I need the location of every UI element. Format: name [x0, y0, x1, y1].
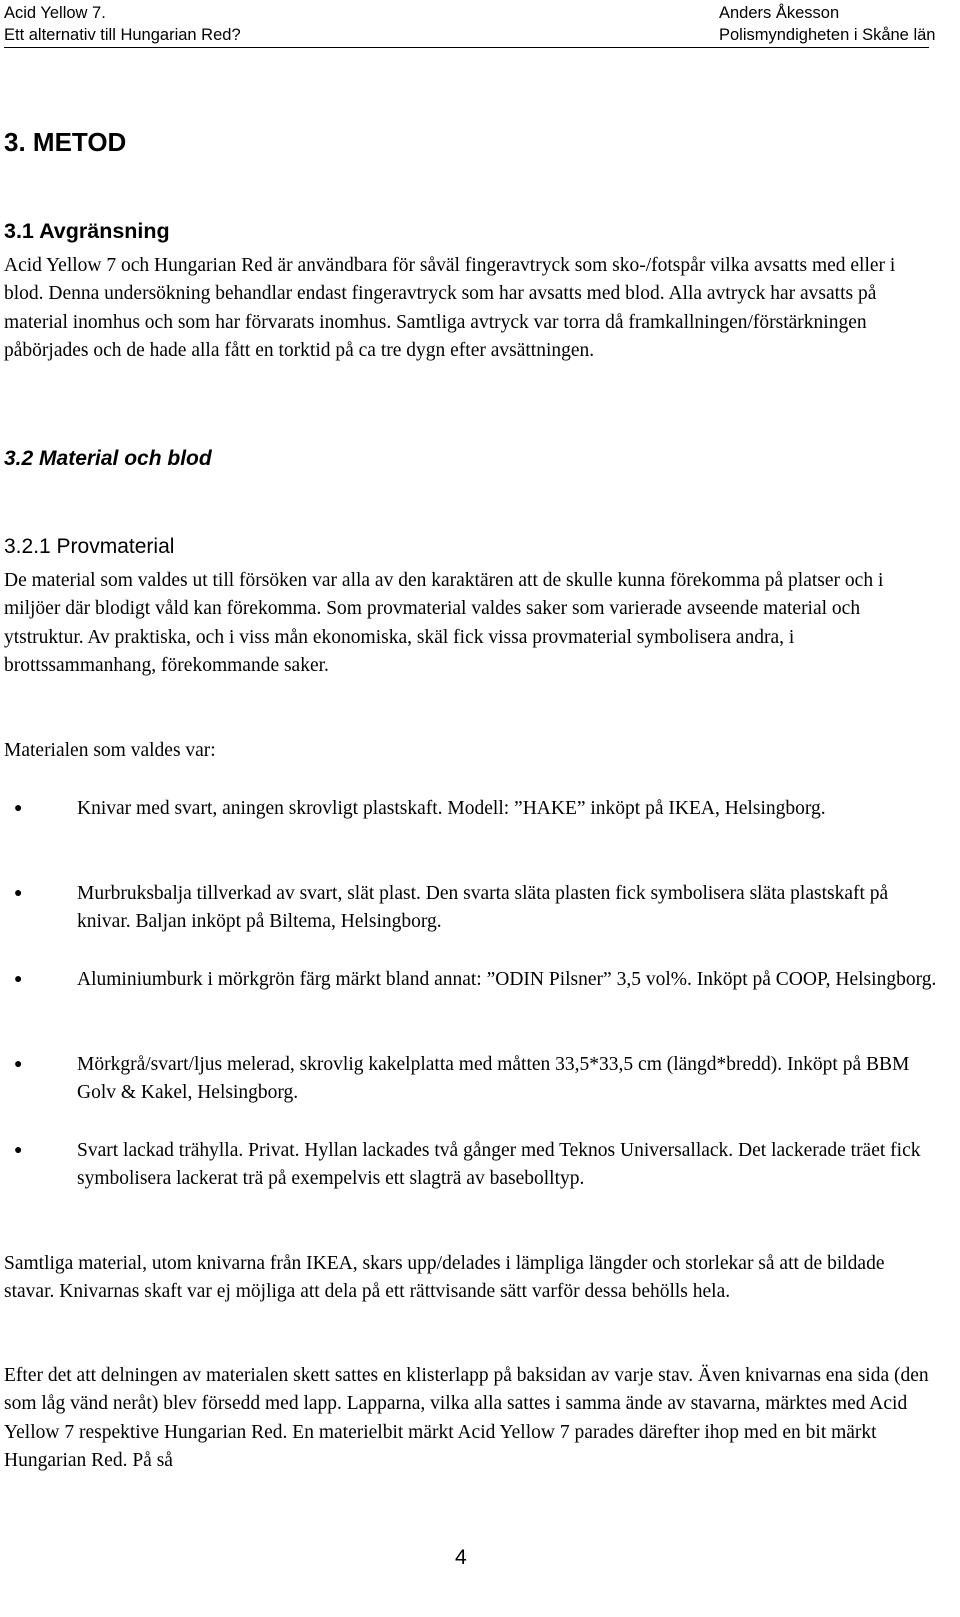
list-item-text: Svart lackad trähylla. Privat. Hyllan lackades två gånger med Teknos Universallack. Det lackerade träet fick symbolisera lackerat trä på exempelvis ett slagträ av basebolltyp.: [77, 1140, 921, 1190]
paragraph-labeling: Efter det att delningen av materialen skett sattes en klisterlapp på baksidan av varje stav. Även knivarnas ena sida (den som låg vänd neråt) blev försedd med lapp. Lapparna, vilka alla sattes i samma ände av stavarna, märktes med Acid Yellow 7 respektive Hungarian Red. En materielbit märkt Acid Yellow 7 parades därefter ihop med en bit märkt Hungarian Red. På så: [4, 1365, 929, 1472]
header-organization: Polismyndigheten i Skåne län: [719, 26, 936, 44]
header-divider: [4, 47, 929, 48]
list-item-text: Knivar med svart, aningen skrovligt plastskaft. Modell: ”HAKE” inköpt på IKEA, Helsingborg.: [77, 798, 826, 819]
subsubsection-title-provmaterial: 3.2.1 Provmaterial: [4, 535, 175, 558]
page-header: [4, 2, 956, 48]
paragraph-cutting: Samtliga material, utom knivarna från IKEA, skars upp/delades i lämpliga längder och storlekar så att de bildade stavar. Knivarnas skaft var ej möjliga att dela på ett rättvisande sätt varför dessa behölls hela.: [4, 1253, 885, 1303]
header-right: [719, 2, 935, 46]
paragraph-avgransning: Acid Yellow 7 och Hungarian Red är användbara för såväl fingeravtryck som sko-/fotspår vilka avsatts med eller i blod. Denna undersökning behandlar endast fingeravtryck som har avsatts med blod. Alla avtryck har avsatts på material inomhus och som har förvarats inomhus. Samtliga avtryck var torra då framkallningen/förstärkningen påbörjades och de hade alla fått en torktid på ca tre dygn efter avsättningen.: [4, 255, 896, 362]
bullet-icon: ●: [14, 886, 23, 901]
list-intro: Materialen som valdes var:: [4, 740, 216, 761]
subsection-title-avgransning: 3.1 Avgränsning: [4, 219, 170, 243]
subsection-title-material: 3.2 Material och blod: [4, 447, 212, 470]
header-left: [4, 2, 241, 46]
bullet-icon: ●: [14, 801, 23, 816]
bullet-icon: ●: [14, 1057, 23, 1072]
bullet-icon: ●: [14, 972, 23, 987]
bullet-icon: ●: [14, 1143, 23, 1158]
header-author: Anders Åkesson: [719, 4, 840, 22]
header-doc-subtitle: Ett alternativ till Hungarian Red?: [4, 26, 241, 44]
list-item-text: Aluminiumburk i mörkgrön färg märkt bland annat: ”ODIN Pilsner” 3,5 vol%. Inköpt på COOP, Helsingborg.: [77, 969, 937, 990]
list-item-text: Mörkgrå/svart/ljus melerad, skrovlig kakelplatta med måtten 33,5*33,5 cm (längd*bredd). Inköpt på BBM Golv & Kakel, Helsingborg.: [77, 1054, 910, 1104]
header-doc-title: Acid Yellow 7.: [4, 4, 106, 22]
list-item-text: Murbruksbalja tillverkad av svart, slät plast. Den svarta släta plasten fick symbolisera släta plastskaft på knivar. Baljan inköpt på Biltema, Helsingborg.: [77, 883, 889, 933]
paragraph-provmaterial: De material som valdes ut till försöken var alla av den karaktären att de skulle kunna förekomma på platser och i miljöer där blodigt våld kan förekomma. Som provmaterial valdes saker som varierade avseende material och ytstruktur. Av praktiska, och i viss mån ekonomiska, skäl fick vissa provmaterial symbolisera andra, i brottssammanhang, förekommande saker.: [4, 570, 884, 677]
page-number: 4: [455, 1546, 467, 1569]
section-title: 3. METOD: [4, 127, 127, 157]
